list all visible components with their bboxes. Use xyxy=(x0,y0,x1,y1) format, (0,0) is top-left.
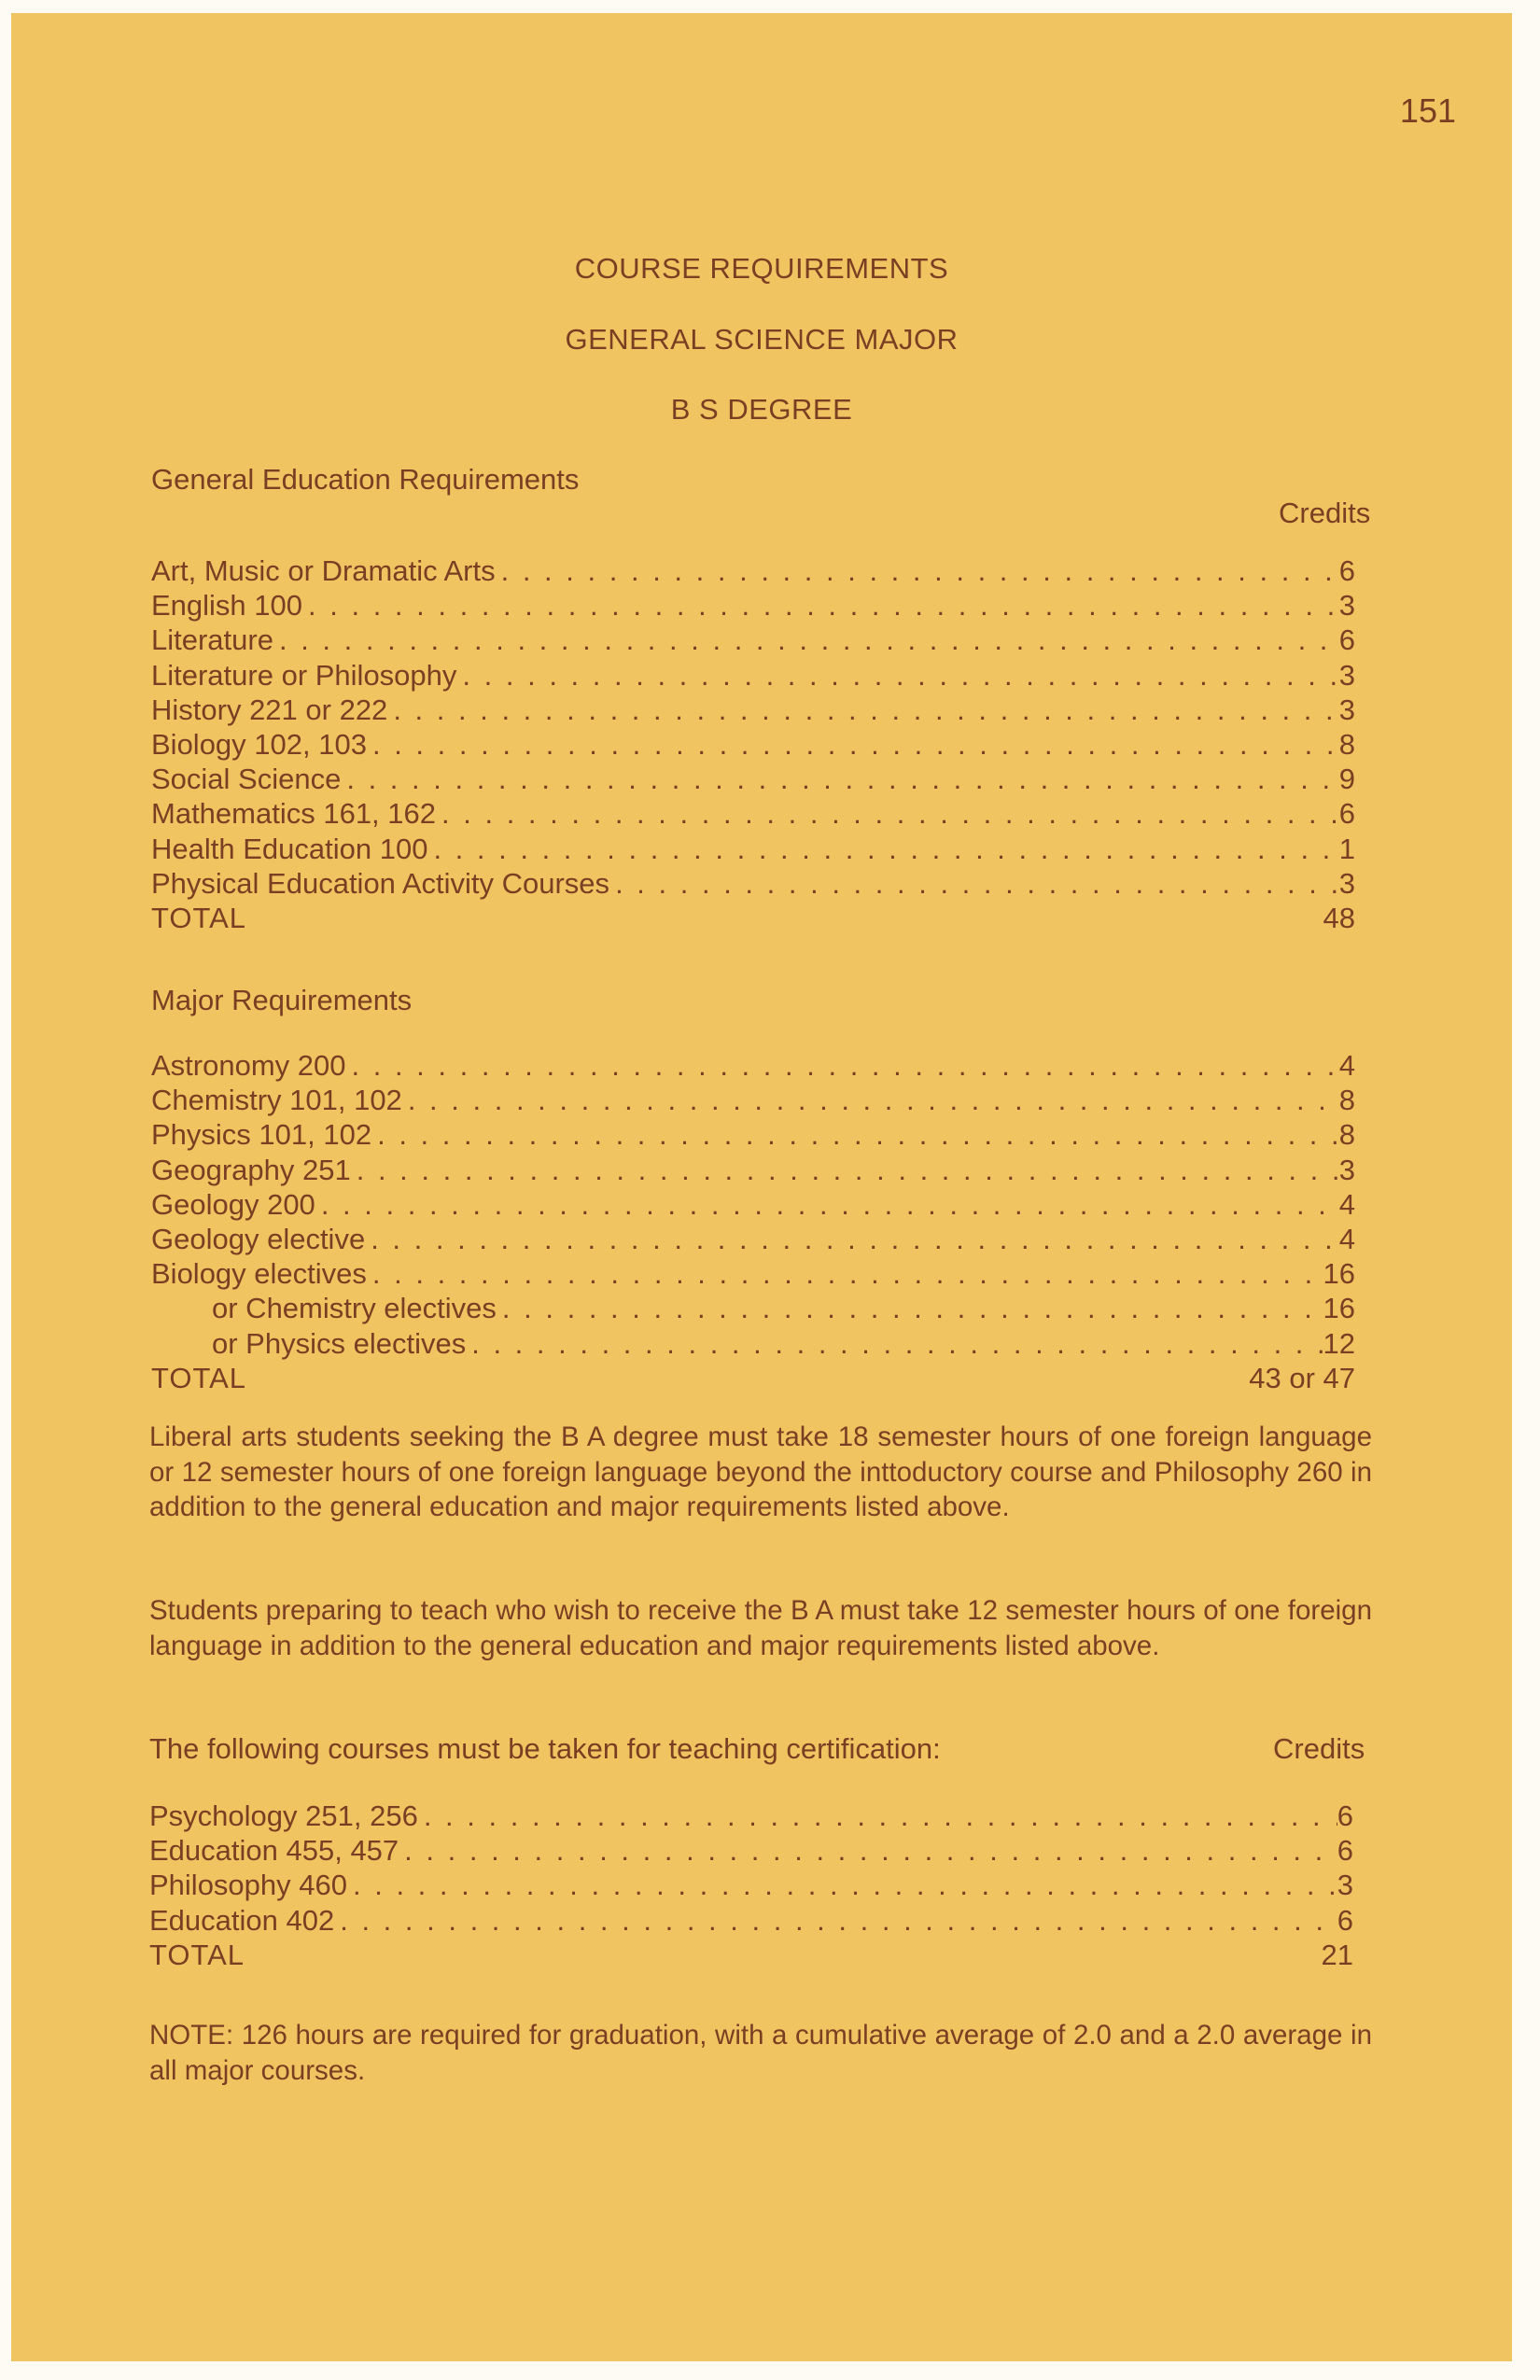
list-item: English 100 . . . 3 xyxy=(151,589,1355,623)
general-education-total: TOTAL 48 xyxy=(151,901,1355,934)
title-course-requirements: COURSE REQUIREMENTS xyxy=(574,252,949,285)
major-requirements-list xyxy=(151,1049,1355,1396)
list-item: Biology 102, 103 . . . 8 xyxy=(151,728,1355,763)
list-item: Physics 101, 102 . . . 8 xyxy=(151,1118,1355,1153)
list-item: History 221 or 222 . . . 3 xyxy=(151,693,1355,728)
list-item: Chemistry 101, 102 . . . 8 xyxy=(151,1084,1355,1118)
certification-credits-header: Credits xyxy=(1273,1732,1365,1765)
list-item: Geology elective . . . 4 xyxy=(151,1223,1355,1257)
list-item: Health Education 100 . . . 1 xyxy=(151,833,1355,867)
certification-intro: The following courses must be taken for teaching certification: xyxy=(149,1732,941,1765)
paragraph-liberal-arts: Liberal arts students seeking the B A degree must take 18 semester hours of one foreign language or 12 semester hours of one foreign language beyond the inttoductory course and Philosophy 260 in addition to the general education and major requirements listed above. xyxy=(149,1421,1372,1522)
title-degree: B S DEGREE xyxy=(670,393,853,426)
list-item: Literature or Philosophy . . . 3 xyxy=(151,659,1355,693)
certification-list xyxy=(149,1799,1353,1973)
general-education-heading: General Education Requirements xyxy=(151,463,580,496)
list-item: Education 402 . . . 6 xyxy=(149,1904,1353,1939)
list-item: Psychology 251, 256 . . . 6 xyxy=(149,1799,1353,1834)
graduation-note: NOTE: 126 hours are required for graduation, with a cumulative average of 2.0 and a 2.0 average in all major courses. xyxy=(149,2020,1372,2086)
list-item: Biology electives . . . 16 xyxy=(151,1257,1355,1292)
document-page xyxy=(11,13,1512,2361)
list-item: Astronomy 200 . . . 4 xyxy=(151,1049,1355,1084)
list-item: or Physics electives . . . 12 xyxy=(151,1327,1355,1362)
list-item: Philosophy 460 . . . 3 xyxy=(149,1869,1353,1903)
list-item: Physical Education Activity Courses . . . 3 xyxy=(151,867,1355,902)
list-item: Social Science . . . 9 xyxy=(151,763,1355,797)
list-item: Education 455, 457 . . . 6 xyxy=(149,1834,1353,1869)
list-item: or Chemistry electives . . . 16 xyxy=(151,1292,1355,1326)
list-item: Art, Music or Dramatic Arts . . . 6 xyxy=(151,554,1355,589)
list-item: Geology 200 . . . 4 xyxy=(151,1188,1355,1223)
credits-header: Credits xyxy=(1279,497,1371,529)
major-requirements-heading: Major Requirements xyxy=(151,984,413,1016)
page-number: 151 xyxy=(1399,91,1456,130)
general-education-list xyxy=(151,554,1355,936)
list-item: Mathematics 161, 162 . . . 6 xyxy=(151,797,1355,832)
list-item: Geography 251 . . . 3 xyxy=(151,1154,1355,1188)
major-total: TOTAL 43 or 47 xyxy=(151,1361,1355,1394)
paragraph-teaching: Students preparing to teach who wish to receive the B A must take 12 semester hours of one foreign language in addition to the general education and major requirements listed above. xyxy=(149,1595,1372,1661)
certification-total: TOTAL 21 xyxy=(149,1938,1353,1971)
list-item: Literature . . . 6 xyxy=(151,623,1355,658)
title-major: GENERAL SCIENCE MAJOR xyxy=(565,323,959,356)
